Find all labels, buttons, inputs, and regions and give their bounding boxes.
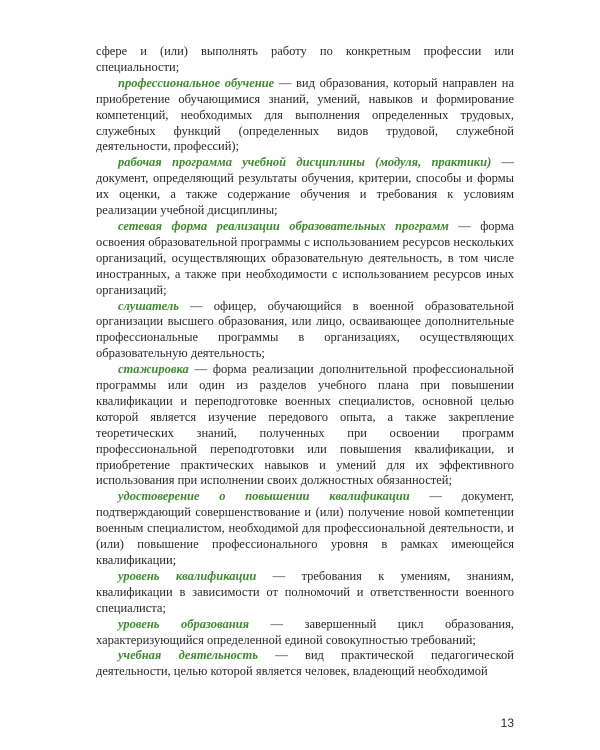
glossary-term: слушатель	[118, 298, 179, 313]
continuation-paragraph: сфере и (или) выполнять работу по конкретным профессии или специальности;	[96, 44, 514, 74]
glossary-entry	[96, 362, 514, 489]
glossary-entry	[96, 617, 514, 649]
glossary-term: стажировка	[118, 362, 189, 377]
glossary-term: профессиональное обучение	[118, 75, 275, 90]
glossary-entry	[96, 489, 514, 569]
body-text	[96, 44, 514, 680]
glossary-entry	[96, 648, 514, 680]
glossary-definition: — офицер, обучающийся в военной образовательной организации высшего образования, или лицо, осваивающее дополнительные профессиональные программы в организациях, осуществляющих образовательную деятельность;	[96, 298, 514, 361]
glossary-entry	[96, 155, 514, 219]
glossary-term: рабочая программа учебной дисциплины (модуля, практики)	[118, 155, 492, 170]
glossary-definition: — форма освоения образовательной программы с использованием ресурсов нескольких организаций, осуществляющих образовательную деятельность, в том числе иностранных, а также при необходимости с использованием ресурсов иных организаций;	[96, 218, 514, 297]
glossary-definition: — завершенный цикл образования, характеризующийся определенной единой совокупностью требований;	[96, 616, 515, 647]
glossary-definition: — документ, определяющий результаты обучения, критерии, способы и формы их оценки, а также содержание обучения и требования к условиям реализации учебной дисциплины;	[96, 155, 515, 218]
glossary-term: удостоверение о повышении квалификации	[118, 489, 410, 504]
glossary-entry	[96, 219, 514, 299]
glossary-term: уровень образования	[118, 616, 250, 631]
glossary-entry	[96, 299, 514, 363]
glossary-definition: — вид образования, который направлен на приобретение обучающимися знаний, умений, навыков и формирование компетенций, необходимых для выполнения определенных трудовых, служебных функций (определенных видов трудовой, служебной деятельности, профессий);	[96, 75, 514, 154]
glossary-entry	[96, 76, 514, 156]
glossary-entry	[96, 569, 514, 617]
glossary-term: сетевая форма реализации образовательных программ	[118, 218, 449, 233]
page-number: 13	[500, 716, 514, 730]
glossary-definition: — требования к умениям, знаниям, квалификации в зависимости от полномочий и ответственности военного специалиста;	[96, 568, 514, 615]
glossary-definition: — вид практической педагогической деятельности, целью которой является человек, владеющий необходимой	[96, 648, 514, 679]
glossary-term: учебная деятельность	[118, 648, 258, 663]
glossary-definition: — документ, подтверждающий совершенствование и (или) получение новой компетенции военным специалистом, необходимой для профессиональной деятельности, и (или) повышение профессионального уровня в рамках имеющейся квалификации;	[96, 489, 514, 567]
glossary-term: уровень квалификации	[118, 568, 257, 583]
glossary-definition: — форма реализации дополнительной профессиональной программы или один из разделов учебного плана при повышении квалификации и переподготовке военных специалистов, основной целью которой является изучение передового опыта, а также закрепление теоретических знаний, полученных при освоении программ профессиональной переподготовки или повышения квалификации, и приобретение практических навыков и умений для их эффективного использования при исполнении своих должностных обязанностей;	[96, 362, 514, 488]
